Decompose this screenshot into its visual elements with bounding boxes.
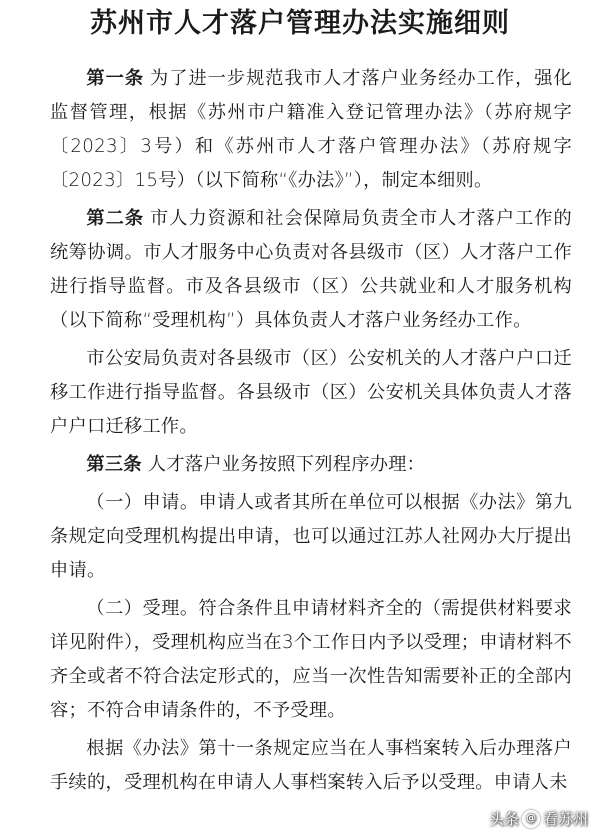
paragraph-text: 为了进一步规范我市人才落户业务经办工作，强化监督管理，根据《苏州市户籍准入登记管理办法》（苏府规字〔2023〕3号）和《苏州市人才落户管理办法》（苏府规字〔2023〕15号）（以下简称“《办法》”），制定本细则。 — [50, 68, 572, 191]
watermark-account: 看苏州 — [542, 810, 588, 828]
paragraph-text: 根据《办法》第十一条规定应当在人事档案转入后办理落户手续的，受理机构在申请人人事档案转入后予以受理。申请人未 — [50, 738, 572, 793]
paragraph-public-security — [50, 342, 572, 444]
at-icon: @ — [522, 810, 540, 828]
paragraph-text: （一）申请。申请人或者其所在单位可以根据《办法》第九条规定向受理机构提出申请，也可以通过江苏人社网办大厅提出申请。 — [50, 492, 572, 581]
watermark — [489, 808, 588, 829]
paragraph-article-3 — [50, 448, 572, 482]
paragraph-step-apply — [50, 486, 572, 588]
article-label: 第二条 — [86, 208, 145, 229]
document-title: 苏州市人才落户管理办法实施细则 — [90, 8, 510, 39]
watermark-source: 头条 — [488, 810, 519, 828]
paragraph-article-1 — [50, 62, 572, 198]
paragraph-archive-transfer — [50, 732, 572, 800]
paragraph-text: （二）受理。符合条件且申请材料齐全的（需提供材料要求详见附件），受理机构应当在3个工作日内予以受理；申请材料不齐全或者不符合法定形式的，应当一次性告知需要补正的全部内容；不符合申请条件的，不予受理。 — [50, 598, 572, 721]
paragraph-text: 市公安局负责对各县级市（区）公安机关的人才落户户口迁移工作进行指导监督。各县级市（区）公安机关具体负责人才落户户口迁移工作。 — [50, 348, 572, 437]
paragraph-text: 市人力资源和社会保障局负责全市人才落户工作的统筹协调。市人才服务中心负责对各县级市（区）人才落户工作进行指导监督。市及各县级市（区）公共就业和人才服务机构（以下简称“受理机构”）具体负责人才落户业务经办工作。 — [50, 208, 572, 331]
paragraph-step-accept — [50, 592, 572, 728]
article-label: 第一条 — [86, 68, 145, 89]
paragraph-text: 人才落户业务按照下列程序办理： — [147, 454, 426, 475]
article-label: 第三条 — [86, 454, 142, 475]
paragraph-article-2 — [50, 202, 572, 338]
